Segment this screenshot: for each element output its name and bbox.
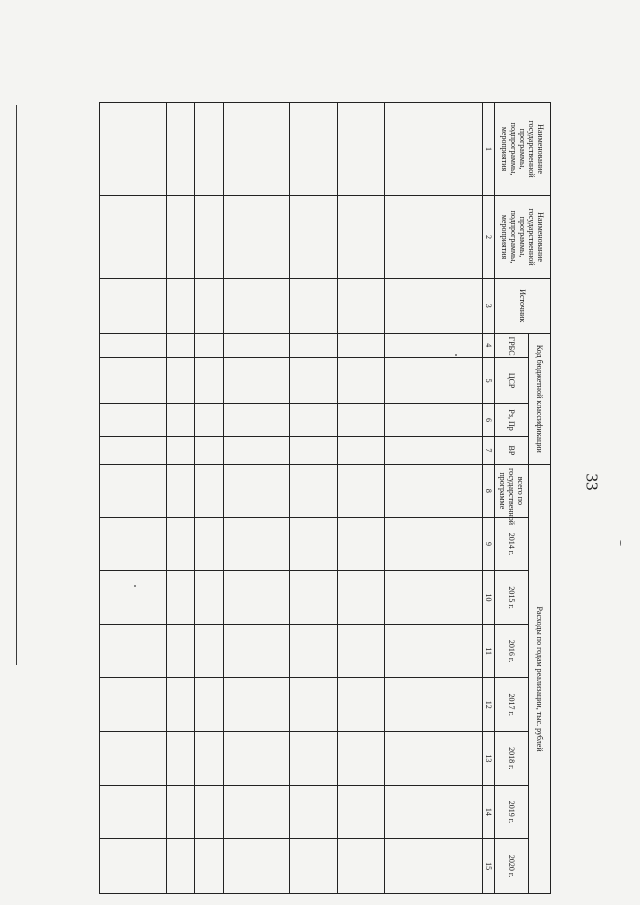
row-year-value-cell [385,624,482,678]
row-rzpr-cell [290,404,338,436]
row-csr-cell [337,357,385,404]
row-csr-cell [100,357,167,404]
row-year-value-cell [223,785,290,839]
column-number: 14 [482,785,494,839]
row-year-value-cell [195,785,224,839]
row-source-cell [337,278,385,333]
column-number: 2 [482,196,494,279]
row-executor-cell [223,196,290,279]
row-name-cell [100,103,167,196]
row-total-cell [100,465,167,518]
table-body [100,103,483,894]
header-vr: ВР [495,436,529,464]
row-year-value-cell [290,839,338,894]
row-source-cell [223,278,290,333]
row-source-cell [385,278,482,333]
row-year-value-cell [337,839,385,894]
row-year-value-cell [385,571,482,625]
column-number-row [482,103,494,894]
row-name-cell [223,103,290,196]
row-year-value-cell [166,678,195,732]
row-source-cell [290,278,338,333]
scan-speck [620,540,621,546]
row-year-value-cell [100,517,167,571]
table-row [223,103,290,894]
budget-table [99,102,551,894]
row-grbs-cell [385,333,482,357]
header-year: 2020 г. [495,839,529,894]
row-year-value-cell [223,571,290,625]
row-vr-cell [290,436,338,464]
row-executor-cell [337,196,385,279]
row-year-value-cell [385,678,482,732]
row-grbs-cell [337,333,385,357]
table-frame [99,102,551,894]
header-budget-class: Код бюджетной классификации [529,333,551,464]
header-year: 2016 г. [495,624,529,678]
row-rzpr-cell [100,404,167,436]
row-year-value-cell [100,785,167,839]
column-number: 8 [482,465,494,518]
row-year-value-cell [100,839,167,894]
row-year-value-cell [223,517,290,571]
row-grbs-cell [290,333,338,357]
row-year-value-cell [337,624,385,678]
row-rzpr-cell [195,404,224,436]
row-csr-cell [223,357,290,404]
row-grbs-cell [166,333,195,357]
row-executor-cell [290,196,338,279]
row-grbs-cell [195,333,224,357]
row-year-value-cell [223,839,290,894]
row-csr-cell [166,357,195,404]
row-year-value-cell [337,571,385,625]
row-year-value-cell [290,624,338,678]
row-year-value-cell [290,571,338,625]
row-executor-cell [195,196,224,279]
table-row [337,103,385,894]
row-year-value-cell [385,732,482,786]
row-total-cell [337,465,385,518]
scan-margin-line [16,105,17,665]
header-year: 2017 г. [495,678,529,732]
row-year-value-cell [195,624,224,678]
row-csr-cell [385,357,482,404]
row-year-value-cell [290,732,338,786]
row-name-cell [195,103,224,196]
row-executor-cell [166,196,195,279]
row-name-cell [166,103,195,196]
row-grbs-cell [223,333,290,357]
row-year-value-cell [385,785,482,839]
row-year-value-cell [166,571,195,625]
row-year-value-cell [195,732,224,786]
column-number: 9 [482,517,494,571]
header-csr: ЦСР [495,357,529,404]
column-number: 12 [482,678,494,732]
column-number: 3 [482,278,494,333]
row-year-value-cell [166,839,195,894]
row-year-value-cell [166,517,195,571]
header-year: 2015 г. [495,571,529,625]
table-row [385,103,482,894]
row-year-value-cell [100,678,167,732]
row-year-value-cell [337,517,385,571]
row-total-cell [195,465,224,518]
row-vr-cell [166,436,195,464]
row-year-value-cell [100,571,167,625]
row-year-value-cell [195,571,224,625]
row-year-value-cell [166,785,195,839]
row-year-value-cell [223,678,290,732]
row-rzpr-cell [385,404,482,436]
header-year: 2018 г. [495,732,529,786]
row-year-value-cell [337,732,385,786]
row-year-value-cell [195,839,224,894]
row-year-value-cell [290,678,338,732]
table-row [290,103,338,894]
row-year-value-cell [290,785,338,839]
row-year-value-cell [337,678,385,732]
row-year-value-cell [337,785,385,839]
row-total-cell [166,465,195,518]
row-year-value-cell [290,517,338,571]
row-total-cell [290,465,338,518]
column-number: 4 [482,333,494,357]
table-row [100,103,167,894]
column-number: 15 [482,839,494,894]
header-rzpr: Рз, Пр [495,404,529,436]
row-year-value-cell [223,624,290,678]
row-rzpr-cell [337,404,385,436]
header-total: всего по государственной программе [495,465,529,518]
row-year-value-cell [100,732,167,786]
row-year-value-cell [195,678,224,732]
header-year: 2014 г. [495,517,529,571]
row-year-value-cell [166,624,195,678]
header-source: Источник [495,278,551,333]
row-year-value-cell [195,517,224,571]
row-vr-cell [385,436,482,464]
header-name: Наименование государственной программы, подпрограммы, мероприятия [495,103,551,196]
row-csr-cell [290,357,338,404]
row-source-cell [166,278,195,333]
header-expenses: Расходы по годам реализации, тыс. рублей [529,465,551,894]
table-row [166,103,195,894]
row-source-cell [195,278,224,333]
row-vr-cell [195,436,224,464]
column-number: 13 [482,732,494,786]
column-number: 11 [482,624,494,678]
header-executor: Наименование государственной программы, подпрограммы, мероприятия [495,196,551,279]
page-number: 33 [582,473,602,491]
row-year-value-cell [100,624,167,678]
header-grbs: ГРБС [495,333,529,357]
row-year-value-cell [385,839,482,894]
row-vr-cell [337,436,385,464]
row-year-value-cell [223,732,290,786]
row-name-cell [385,103,482,196]
row-csr-cell [195,357,224,404]
row-total-cell [385,465,482,518]
column-number: 5 [482,357,494,404]
column-number: 1 [482,103,494,196]
row-year-value-cell [166,732,195,786]
row-grbs-cell [100,333,167,357]
column-number: 7 [482,436,494,464]
row-name-cell [290,103,338,196]
column-number: 6 [482,404,494,436]
row-vr-cell [100,436,167,464]
header-year: 2019 г. [495,785,529,839]
row-executor-cell [385,196,482,279]
rotated-table-area [99,102,551,894]
table-row [195,103,224,894]
row-executor-cell [100,196,167,279]
row-year-value-cell [385,517,482,571]
row-total-cell [223,465,290,518]
row-name-cell [337,103,385,196]
row-source-cell [100,278,167,333]
row-rzpr-cell [166,404,195,436]
column-number: 10 [482,571,494,625]
row-vr-cell [223,436,290,464]
row-rzpr-cell [223,404,290,436]
